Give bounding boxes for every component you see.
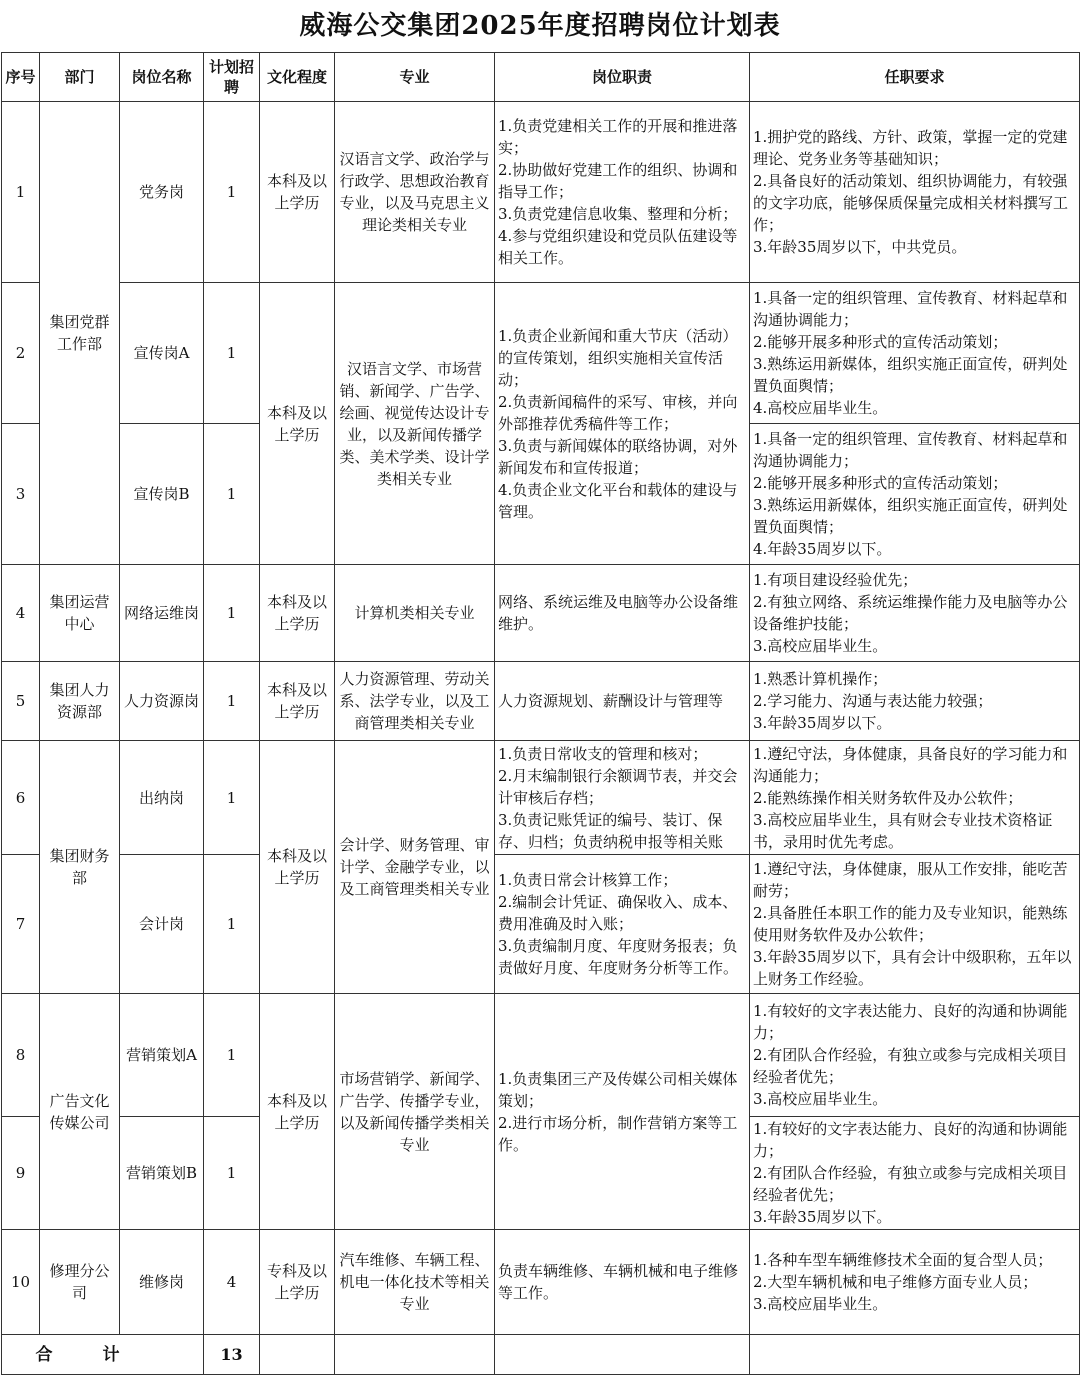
- recruitment-table: [1, 52, 1080, 1375]
- cell-plan: 1: [204, 1117, 260, 1230]
- cell-req: 1.有项目建设经验优先； 2.有独立网络、系统运维操作能力及电脑等办公设备维护技能； 3.高校应届毕业生。: [750, 565, 1080, 662]
- cell-seq: 5: [2, 662, 40, 741]
- cell-edu: 本科及以上学历: [260, 565, 335, 662]
- cell-major: 计算机类相关专业: [335, 565, 495, 662]
- cell-edu: 本科及以上学历: [260, 662, 335, 741]
- table-row: [2, 855, 1080, 994]
- table-row: [2, 283, 1080, 424]
- cell-plan: 1: [204, 565, 260, 662]
- header-row: [2, 53, 1080, 102]
- cell-seq: 4: [2, 565, 40, 662]
- cell-req: 1.各种车型车辆维修技术全面的复合型人员； 2.大型车辆机械和电子维修方面专业人员； 3.高校应届毕业生。: [750, 1230, 1080, 1335]
- cell-plan: 1: [204, 994, 260, 1117]
- header-edu: 文化程度: [260, 53, 335, 102]
- table-row: [2, 1230, 1080, 1335]
- cell-req: 1.具备一定的组织管理、宣传教育、材料起草和沟通协调能力； 2.能够开展多种形式的宣传活动策划； 3.熟练运用新媒体，组织实施正面宣传，研判处置负面舆情； 4.高校应届毕业生。: [750, 283, 1080, 424]
- cell-duty: 1.负责日常收支的管理和核对； 2.月末编制银行余额调节表，并交会计审核后存档； 3.负责记账凭证的编号、装订、保存、归档；负责纳税申报等相关账: [495, 741, 750, 855]
- cell-duty: 负责车辆维修、车辆机械和电子维修等工作。: [495, 1230, 750, 1335]
- header-major: 专业: [335, 53, 495, 102]
- total-empty-cell: [335, 1335, 495, 1375]
- cell-post: 维修岗: [120, 1230, 204, 1335]
- total-label: 合计: [2, 1335, 204, 1375]
- table-row: [2, 741, 1080, 855]
- cell-major: 人力资源管理、劳动关系、法学专业，以及工商管理类相关专业: [335, 662, 495, 741]
- cell-edu: 本科及以上学历: [260, 283, 335, 565]
- cell-duty: 1.负责党建相关工作的开展和推进落实； 2.协助做好党建工作的组织、协调和指导工作； 3.负责党建信息收集、整理和分析； 4.参与党组织建设和党员队伍建设等相关工作。: [495, 102, 750, 283]
- cell-duty: 网络、系统运维及电脑等办公设备维维护。: [495, 565, 750, 662]
- cell-req: 1.有较好的文字表达能力、良好的沟通和协调能力； 2.有团队合作经验，有独立或参与完成相关项目经验者优先； 3.年龄35周岁以下。: [750, 1117, 1080, 1230]
- cell-req: 1.遵纪守法，身体健康，具备良好的学习能力和沟通能力； 2.能熟练操作相关财务软件及办公软件； 3.高校应届毕业生，具有财会专业技术资格证书，录用时优先考虑。: [750, 741, 1080, 855]
- cell-dept: 集团人力资源部: [40, 662, 120, 741]
- header-req: 任职要求: [750, 53, 1080, 102]
- cell-req: 1.具备一定的组织管理、宣传教育、材料起草和沟通协调能力； 2.能够开展多种形式的宣传活动策划； 3.熟练运用新媒体，组织实施正面宣传，研判处置负面舆情； 4.年龄35周岁以下。: [750, 424, 1080, 565]
- cell-plan: 1: [204, 741, 260, 855]
- cell-plan: 1: [204, 102, 260, 283]
- cell-req: 1.遵纪守法，身体健康，服从工作安排，能吃苦耐劳； 2.具备胜任本职工作的能力及专业知识，能熟练使用财务软件及办公软件； 3.年龄35周岁以下，具有会计中级职称，五年以上财务工作经验。: [750, 855, 1080, 994]
- header-plan: 计划招聘: [204, 53, 260, 102]
- cell-req: 1.有较好的文字表达能力、良好的沟通和协调能力； 2.有团队合作经验，有独立或参与完成相关项目经验者优先； 3.高校应届毕业生。: [750, 994, 1080, 1117]
- table-row: [2, 565, 1080, 662]
- cell-plan: 1: [204, 283, 260, 424]
- header-seq: 序号: [2, 53, 40, 102]
- cell-post: 人力资源岗: [120, 662, 204, 741]
- cell-post: 网络运维岗: [120, 565, 204, 662]
- cell-dept: 集团运营中心: [40, 565, 120, 662]
- page-title: 威海公交集团2025年度招聘岗位计划表: [299, 11, 781, 41]
- cell-plan: 1: [204, 855, 260, 994]
- cell-edu: 本科及以上学历: [260, 994, 335, 1230]
- cell-post: 宣传岗B: [120, 424, 204, 565]
- cell-seq: 8: [2, 994, 40, 1117]
- cell-duty: 1.负责日常会计核算工作； 2.编制会计凭证、确保收入、成本、费用准确及时入账； 3.负责编制月度、年度财务报表；负责做好月度、年度财务分析等工作。: [495, 855, 750, 994]
- cell-edu: 本科及以上学历: [260, 102, 335, 283]
- table-row: [2, 662, 1080, 741]
- cell-major: 汉语言文学、市场营销、新闻学、广告学、绘画、视觉传达设计专业，以及新闻传播学类、美术学类、设计学类相关专业: [335, 283, 495, 565]
- total-empty-cell: [260, 1335, 335, 1375]
- cell-seq: 3: [2, 424, 40, 565]
- cell-dept: 广告文化传媒公司: [40, 994, 120, 1230]
- cell-major: 市场营销学、新闻学、广告学、传播学专业，以及新闻传播学类相关专业: [335, 994, 495, 1230]
- header-post: 岗位名称: [120, 53, 204, 102]
- header-dept: 部门: [40, 53, 120, 102]
- total-empty-cell: [750, 1335, 1080, 1375]
- cell-edu: 专科及以上学历: [260, 1230, 335, 1335]
- cell-post: 出纳岗: [120, 741, 204, 855]
- table-row: [2, 102, 1080, 283]
- cell-req: 1.拥护党的路线、方针、政策，掌握一定的党建理论、党务业务等基础知识； 2.具备良好的活动策划、组织协调能力，有较强的文字功底，能够保质保量完成相关材料撰写工作； 3.年龄35周岁以下，中共党员。: [750, 102, 1080, 283]
- cell-seq: 1: [2, 102, 40, 283]
- cell-dept: 修理分公司: [40, 1230, 120, 1335]
- cell-seq: 9: [2, 1117, 40, 1230]
- cell-dept: 集团财务部: [40, 741, 120, 994]
- cell-major: 汽车维修、车辆工程、机电一体化技术等相关专业: [335, 1230, 495, 1335]
- cell-seq: 7: [2, 855, 40, 994]
- cell-req: 1.熟悉计算机操作； 2.学习能力、沟通与表达能力较强； 3.年龄35周岁以下。: [750, 662, 1080, 741]
- cell-plan: 1: [204, 662, 260, 741]
- cell-plan: 4: [204, 1230, 260, 1335]
- header-duty: 岗位职责: [495, 53, 750, 102]
- total-empty-cell: [495, 1335, 750, 1375]
- cell-post: 会计岗: [120, 855, 204, 994]
- cell-duty: 1.负责集团三产及传媒公司相关媒体策划； 2.进行市场分析，制作营销方案等工作。: [495, 994, 750, 1230]
- cell-dept: 集团党群工作部: [40, 102, 120, 565]
- total-value: 13: [204, 1335, 260, 1375]
- cell-plan: 1: [204, 424, 260, 565]
- table-row: [2, 994, 1080, 1117]
- cell-edu: 本科及以上学历: [260, 741, 335, 994]
- cell-post: 党务岗: [120, 102, 204, 283]
- cell-post: 营销策划B: [120, 1117, 204, 1230]
- cell-post: 宣传岗A: [120, 283, 204, 424]
- cell-post: 营销策划A: [120, 994, 204, 1117]
- cell-major: 会计学、财务管理、审计学、金融学专业，以及工商管理类相关专业: [335, 741, 495, 994]
- cell-major: 汉语言文学、政治学与行政学、思想政治教育专业，以及马克思主义理论类相关专业: [335, 102, 495, 283]
- total-row: [2, 1335, 1080, 1375]
- cell-duty: 1.负责企业新闻和重大节庆（活动）的宣传策划，组织实施相关宣传活动； 2.负责新闻稿件的采写、审核，并向外部推荐优秀稿件等工作； 3.负责与新闻媒体的联络协调，对外新闻发布和宣传报道； 4.负责企业文化平台和载体的建设与管理。: [495, 283, 750, 565]
- cell-seq: 6: [2, 741, 40, 855]
- cell-seq: 10: [2, 1230, 40, 1335]
- cell-seq: 2: [2, 283, 40, 424]
- cell-duty: 人力资源规划、薪酬设计与管理等: [495, 662, 750, 741]
